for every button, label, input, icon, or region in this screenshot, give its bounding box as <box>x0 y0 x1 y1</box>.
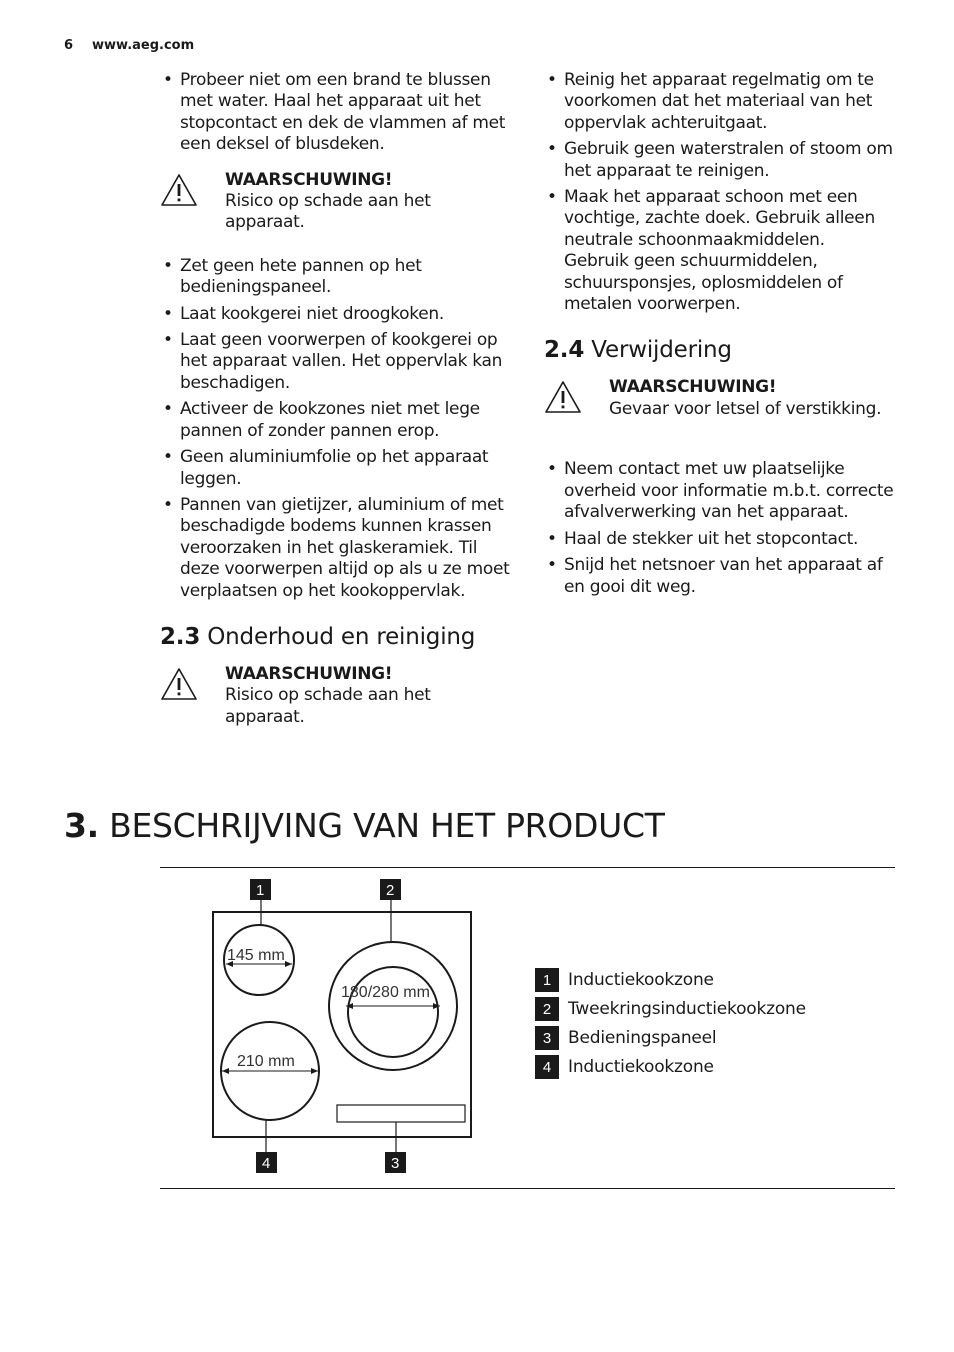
arrow-head <box>285 961 292 967</box>
list-item: • Neem contact met uw plaatselijke overheid voor informatie m.b.t. correcte afvalverwerking van het apparaat. <box>544 459 894 523</box>
callout-number: 1 <box>256 882 265 899</box>
arrow-head <box>311 1068 318 1074</box>
list-item: • Geen aluminiumfolie op het apparaat leggen. <box>160 447 510 490</box>
list-item: • Pannen van gietijzer, aluminium of met beschadigde bodems kunnen krassen veroorzaken in het glaskeramiek. Til deze voorwerpen altijd op als u ze moet verplaatsen op het kookoppervlak. <box>160 495 510 602</box>
chapter-title: BESCHRIJVING VAN HET PRODUCT <box>109 806 665 845</box>
warning-triangle-icon <box>160 667 198 701</box>
list-item: • Reinig het apparaat regelmatig om te voorkomen dat het materiaal van het oppervlak achteruitgaat. <box>544 70 894 134</box>
section-number: 2.3 <box>160 623 201 650</box>
zone-4-size-label: 210 mm <box>237 1053 295 1070</box>
legend-item <box>535 997 806 1021</box>
page-number: 6 <box>64 38 74 53</box>
warning-block <box>160 170 510 234</box>
list-item: • Haal de stekker uit het stopcontact. <box>544 529 894 550</box>
legend-label: Tweekringsinductiekookzone <box>568 999 806 1019</box>
page-header <box>64 38 194 53</box>
list-item: • Activeer de kookzones niet met lege pannen of zonder pannen erop. <box>160 399 510 442</box>
list-item: • Maak het apparaat schoon met een vochtige, zachte doek. Gebruik alleen neutrale schoonmaakmiddelen. Gebruik geen schuurmiddelen, schuursponsjes, oplosmiddelen of metalen voorwerpen. <box>544 187 894 315</box>
callout-number: 4 <box>262 1155 271 1172</box>
hob-diagram <box>200 870 500 1180</box>
chapter-heading-3 <box>64 806 665 845</box>
list-item: • Zet geen hete pannen op het bedieningspaneel. <box>160 256 510 299</box>
list-item: • Gebruik geen waterstralen of stoom om het apparaat te reinigen. <box>544 139 894 182</box>
zone-2-size-label: 180/280 mm <box>341 984 430 1001</box>
legend-item <box>535 1026 806 1050</box>
bullet-list-left-b <box>160 256 510 602</box>
section-heading-2-3 <box>160 624 510 650</box>
legend-number: 4 <box>535 1055 559 1079</box>
legend-label: Inductiekookzone <box>568 970 714 990</box>
section-title: Onderhoud en reiniging <box>207 623 476 650</box>
bullet-list-right-b <box>544 459 894 597</box>
warning-heading: WAARSCHUWING! <box>609 377 777 398</box>
section-title: Verwijdering <box>591 337 732 364</box>
legend-label: Inductiekookzone <box>568 1057 714 1077</box>
control-panel <box>337 1105 465 1122</box>
callout-number: 3 <box>391 1155 400 1172</box>
list-item: • Laat kookgerei niet droogkoken. <box>160 304 510 325</box>
legend-number: 1 <box>535 968 559 992</box>
left-column <box>160 70 510 750</box>
warning-text: Risico op schade aan het apparaat. <box>225 685 431 727</box>
section-heading-2-4 <box>544 337 894 363</box>
callout-number: 2 <box>386 882 395 899</box>
warning-heading: WAARSCHUWING! <box>225 169 393 190</box>
warning-block <box>544 377 894 437</box>
legend-number: 3 <box>535 1026 559 1050</box>
section-number: 2.4 <box>544 337 585 364</box>
divider-top <box>160 867 895 868</box>
legend-item <box>535 968 806 992</box>
bullet-list-right-a <box>544 70 894 315</box>
warning-text: Gevaar voor letsel of verstikking. <box>609 398 882 419</box>
list-item: • Snijd het netsnoer van het apparaat af en gooi dit weg. <box>544 555 894 598</box>
arrow-head <box>222 1068 229 1074</box>
divider-bottom <box>160 1188 895 1189</box>
right-column <box>544 70 894 603</box>
warning-triangle-icon <box>544 380 582 414</box>
warning-heading: WAARSCHUWING! <box>225 663 393 684</box>
warning-triangle-icon <box>160 173 198 207</box>
zone-1-size-label: 145 mm <box>227 947 285 964</box>
bullet-list-left-a <box>160 70 510 156</box>
diagram-legend <box>535 968 806 1084</box>
legend-label: Bedieningspaneel <box>568 1028 717 1048</box>
list-item: • Laat geen voorwerpen of kookgerei op het apparaat vallen. Het oppervlak kan beschadigen. <box>160 330 510 394</box>
chapter-number: 3. <box>64 806 99 845</box>
warning-text: Risico op schade aan het apparaat. <box>225 191 431 233</box>
site-url[interactable]: www.aeg.com <box>92 38 195 53</box>
warning-block <box>160 664 510 728</box>
legend-item <box>535 1055 806 1079</box>
legend-number: 2 <box>535 997 559 1021</box>
cooking-zone-2-inner <box>348 967 438 1057</box>
list-item: • Probeer niet om een brand te blussen met water. Haal het apparaat uit het stopcontact en dek de vlammen af met een deksel of blusdeken. <box>160 70 510 156</box>
